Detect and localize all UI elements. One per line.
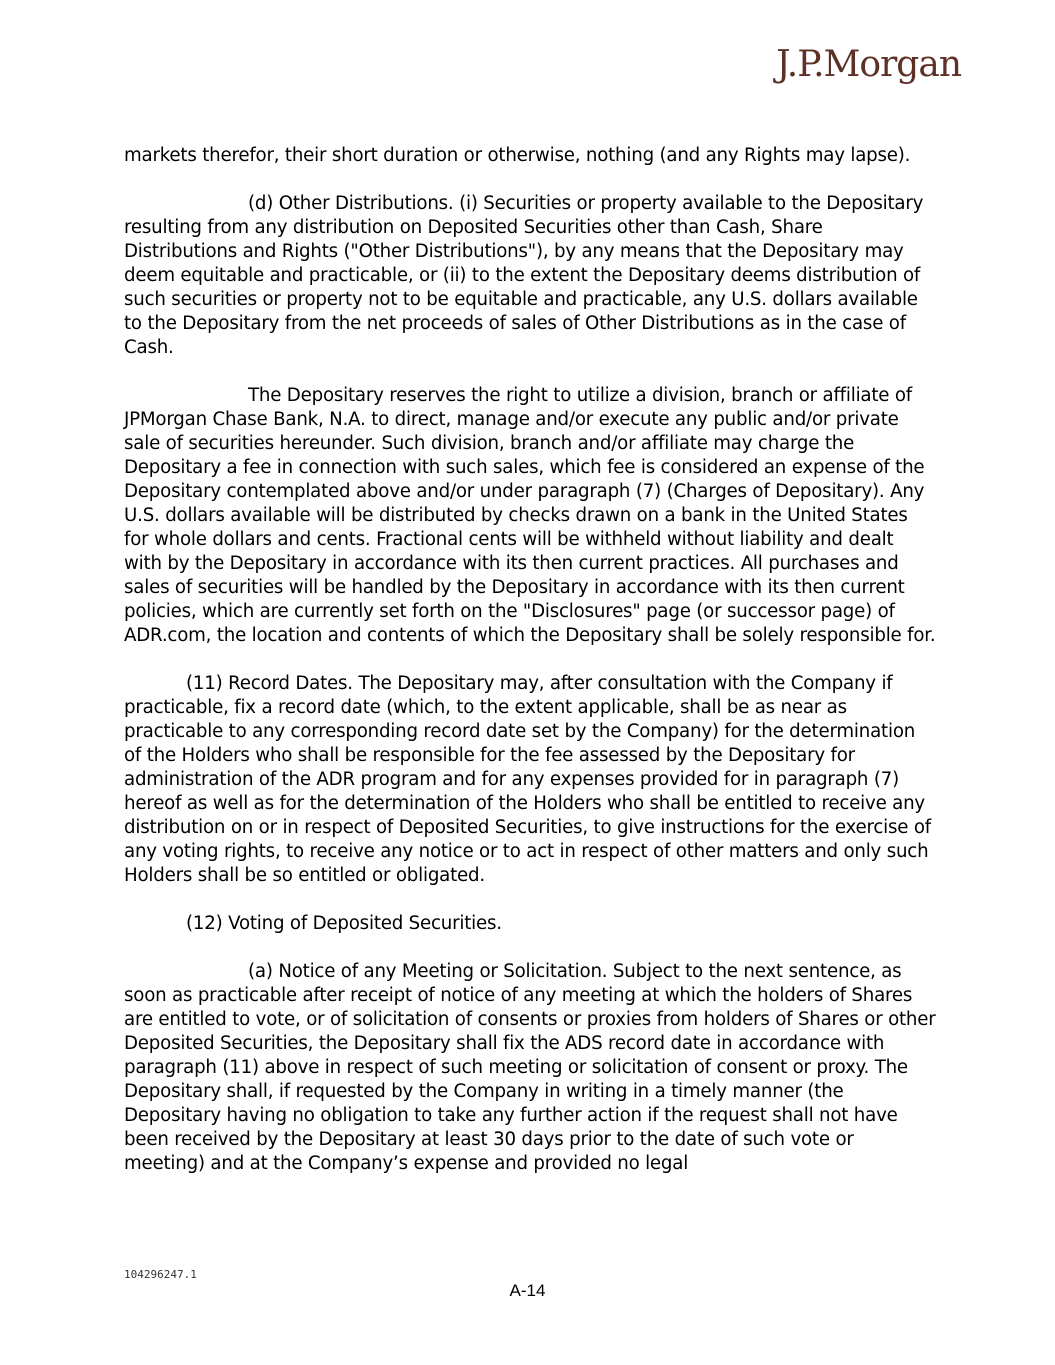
document-id: 104296247.1 (124, 1268, 197, 1281)
paragraph-depositary-reserves: The Depositary reserves the right to utilize a division, branch or affiliate of JPMorgan Chase Bank, N.A. to direct, manage and/or execute any public and/or private sale of securities hereunder. Such division, branch and/or affiliate may charge the Depositary a fee in connection with such sales, which fee is considered an expense of the Depositary contemplated above and/or under paragraph (7) (Charges of Depositary). Any U.S. dollars available will be distributed by checks drawn on a bank in the United States for whole dollars and cents. Fractional cents will be withheld without liability and dealt with by the Depositary in accordance with its then current practices. All purchases and sales of securities will be handled by the Depositary in accordance with its then current policies, which are currently set forth on the "Disclosures" page (or successor page) of ADR.com, the location and contents of which the Depositary shall be solely responsible for. (124, 385, 936, 646)
paragraph-notice-of-meeting: (a) Notice of any Meeting or Solicitation. Subject to the next sentence, as soon as practicable after receipt of notice of any meeting at which the holders of Shares are entitled to vote, or of solicitation of consents or proxies from holders of Shares or other Deposited Securities, the Depositary shall fix the ADS record date in accordance with paragraph (11) above in respect of such meeting or solicitation of consent or proxy. The Depositary shall, if requested by the Company in writing in a timely manner (the Depositary having no obligation to take any further action if the request shall not have been received by the Depositary at least 30 days prior to the date of such vote or meeting) and at the Company’s expense and provided no legal (124, 961, 936, 1174)
paragraph-continuation: markets therefor, their short duration or otherwise, nothing (and any Rights may lapse). (124, 145, 911, 166)
paragraph-other-distributions: (d) Other Distributions. (i) Securities or property available to the Depositary resulting from any distribution on Deposited Securities other than Cash, Share Distributions and Rights ("Other Distributions"), by any means that the Depositary may deem equitable and practicable, or (ii) to the extent the Depositary deems distribution of such securities or property not to be equitable and practicable, any U.S. dollars available to the Depositary from the net proceeds of sales of Other Distributions as in the case of Cash. (124, 193, 924, 358)
paragraph-record-dates: (11) Record Dates. The Depositary may, after consultation with the Company if practicable, fix a record date (which, to the extent applicable, shall be as near as practicable to any corresponding record date set by the Company) for the determination of the Holders who shall be responsible for the fee assessed by the Depositary for administration of the ADR program and for any expenses provided for in paragraph (7) hereof as well as for the determination of the Holders who shall be entitled to receive any distribution on or in respect of Deposited Securities, to give instructions for the exercise of any voting rights, to receive any notice or to act in respect of other matters and only such Holders shall be so entitled or obligated. (124, 673, 932, 886)
jpmorgan-logo: J.P.Morgan (776, 44, 961, 85)
document-body (124, 144, 936, 1200)
page-number: A-14 (509, 1281, 546, 1300)
heading-voting-deposited-securities: (12) Voting of Deposited Securities. (186, 913, 502, 934)
